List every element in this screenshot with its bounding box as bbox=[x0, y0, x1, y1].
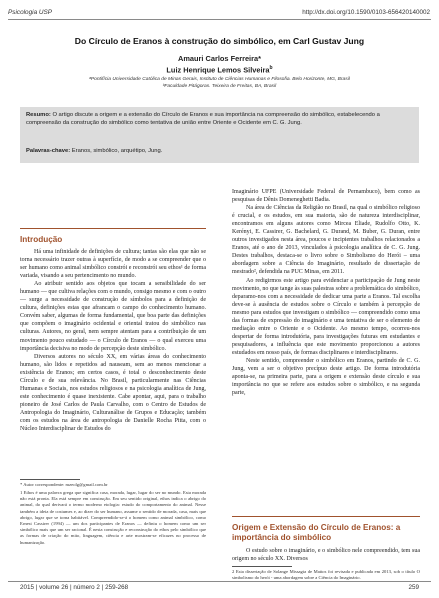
intro-heading-rule bbox=[20, 228, 206, 229]
header-divider bbox=[8, 19, 431, 20]
origem-heading-rule bbox=[232, 516, 420, 517]
left-paragraph-3: Diversos autores no século XX, em várias áreas do conhecimento humano, são lidos e repetidos ad nauseam, sem ao menos mencionar a existência de Eranos; em certos casos, é total o desconhecimento deste Círculo e de sua relevância. No Brasil, particularmente nas Ciências Humanas e Sociais, nos estudos religiosos e na psicologia analítica de Jung, este conhecimento é quase inexistente. Cabe apontar, aqui, para o trabalho pioneiro de José Carlos de Paula Carvalho, com o Centro de Estudos de Antropologia do Imaginário, Culturanálise de Grupos e Educação; também com os estudos na área de antropologia de Danielle Rocha Pitta, com o Núcleo Interdisciplinar de Estudos do bbox=[20, 353, 206, 433]
right-column-lower bbox=[232, 547, 420, 563]
article-title: Do Círculo de Eranos à construção do simbólico, em Carl Gustav Jung bbox=[74, 36, 365, 46]
right-paragraph-5: O estudo sobre o imaginário, e o simbólico nele compreendido, tem sua origem no século XX. Diversos bbox=[232, 548, 420, 563]
keywords-text: Eranos, simbólico, arquétipo, Jung. bbox=[71, 148, 163, 154]
author-2 bbox=[0, 64, 439, 75]
author-2-sup: b bbox=[269, 64, 273, 71]
right-paragraph-4: Neste sentido, compreender o simbólico em Eranos, partindo de C. G. Jung, vem a ser o objetivo precípuo deste artigo. De forma introdutória aponta-se, na primeira parte, para a origem e extensão deste círculo e sua importância no que se refere aos estudos sobre o simbólico, e na segunda parte, bbox=[232, 357, 420, 397]
footnote-1: 1 Ethos é uma palavra grega que significa casa, morada, lugar, lugar do ser no mundo. Esta morada não está pronta. Ela está sempre em construção. Em seu sentido original, ethos indica o abrigo do animal, do qual derivará o termo moderno etologia: estudo do comportamento do animal. Nesse também a ideia de costumes e, ao dizer do ser humano, assume o sentido de morada, casa, mais que abrigo, lugar que se torna habitável. Compreendido-se-á o homem como animal simbólico, como Ernest Cassirer (1994) — um dos participantes de Eranos — definiu o homem como um ser simbólico mais que um ser racional. É nesta construção e reconstrução do ethos pelo simbólico que as formas de criação do mito, linguagem, ciência e arte mostram-se eficazes no processo de humanização. bbox=[20, 490, 206, 545]
running-header bbox=[0, 0, 439, 22]
keywords-line bbox=[26, 148, 162, 156]
footnote-author: * Autor correspondente: mzeolg@gmail.com.br bbox=[20, 482, 108, 487]
doi-link[interactable]: http://dx.doi.org/10.1590/0103-656420140002 bbox=[302, 9, 430, 16]
abstract-text-block bbox=[26, 112, 413, 128]
author-block bbox=[0, 54, 439, 75]
footnote-2: 2 Esta dissertação de Solange Missagia de Mattos foi revisada e publicada em 2013, sob o título O simbolismo do herói - uma abordagem sobre a Ciência do Imaginário. bbox=[232, 569, 420, 581]
affiliation-b: ᵇFaculdade Pitágoras. Teixeira de Freitas, BA, Brasil bbox=[162, 84, 277, 90]
page-number: 259 bbox=[408, 584, 419, 591]
right-paragraph-1: Imaginário UFPE (Universidade Federal de Pernambuco), bem como as pesquisas de Dênis Domeneghetti Badia. bbox=[232, 189, 420, 204]
left-paragraph-1: Há uma infinidade de definições de cultura; tantas são elas que não se torna necessário trazer outras à superfície, de modo a se compreender que o ser humano como animal simbólico constrói e reconstrói seu ethos¹ de forma variada, visando a seu pertencimento no mundo. bbox=[20, 249, 206, 280]
abstract-label: Resumo: bbox=[26, 112, 51, 118]
footer-divider bbox=[8, 581, 431, 582]
origem-heading: Origem e Extensão do Círculo de Eranos: a importância do simbólico bbox=[232, 523, 401, 542]
right-paragraph-3: Ao redigirmos este artigo para evidenciar a participação de Jung neste movimento, no que tange às suas palestras sobre a problemática do simbólico, deparamo-nos com a necessidade de dedicar uma parte a Eranos. Tal escolha deve-se à ausência de estudos sobre o Círculo e também à percepção de mesmo para estudos que investigam o simbólico — compreendido como uma das formas de expressão do imaginário e uma tentativa de ser o elemento de mediação entre o Oriente e o Ocidente. Ao mesmo tempo, ocorreu-nos despertar de forma introdutória, para investigações futuras em estudantes e pesquisadores, a influência que este movimento proporcionou a autores estudados em nosso país, de formas disciplinares e interdisciplinares. bbox=[232, 277, 420, 356]
affiliation-a: ᵃPontifícia Universidade Católica de Minas Gerais, Instituto de Ciências Humanas e Filosofia. Belo Horizonte, MG, Brasil bbox=[89, 77, 350, 82]
author-2-name: Luiz Henrique Lemos Silveira bbox=[166, 65, 270, 75]
right-column bbox=[232, 188, 420, 397]
intro-heading: Introdução bbox=[20, 235, 63, 244]
keywords-label: Palavras-chave: bbox=[26, 148, 71, 154]
left-column bbox=[20, 248, 206, 433]
journal-name: Psicologia USP bbox=[8, 9, 53, 16]
affiliations bbox=[0, 76, 439, 91]
abstract-text: O artigo discute a origem e a extensão do Círculo de Eranos e sua importância na compreensão do simbólico, estabelecendo a compreensão da construção do simbólico como tentativa de união entre Oriente e Ocidente em C. G. Jung. bbox=[26, 112, 380, 126]
footnote-divider-left bbox=[20, 479, 80, 480]
right-paragraph-2: Na área de Ciências da Religião no Brasil, na qual o simbólico religioso é crucial, e os estudos, em sua maioria, são de natureza interdisciplinar, encontramos em alguns autores como Mircea Eliade, Rudolfo Otto, K. Kerényi, E. Cassirer, G. Bachelard, G. Durand, M. Buber, G. Duran, entre outros investigados nesta área, poucos e incipientes trabalhos relacionados a Eranos, até o ano de 2013, vinculados à psicologia analítica de C. G. Jung. Destes trabalhos, destaca-se o livro sobre o Simbolismo do Herói – uma abordagem sobre a Ciência do Imaginário, resultado de dissertação de mestrado², defendida na PUC Minas, em 2011. bbox=[232, 205, 420, 276]
left-paragraph-2: Ao atribuir sentido aos objetos que tocam a sensibilidade do ser humano — que cultiva relações com o mundo, consigo mesmo e com o outro — surge a necessidade de construção de símbolos para a definição de cultura, definições estas que afrancam o campo do conhecimento humano. Convém saber, algumas de forma fundamental, que boa parte das definições que compõem o imaginário ocidental e oriental tratou do simbólico nas culturas. Autores, no geral, nem sempre atentam para a contribuição de um movimento pouco estudado — o Círculo de Eranos — o qual exerceu uma importância decisiva no modo de percepção deste simbólico. bbox=[20, 281, 206, 352]
author-1: Amauri Carlos Ferreira* bbox=[178, 54, 261, 63]
footer-issue-info: 2015 | volume 26 | número 2 | 259-268 bbox=[20, 584, 129, 591]
footnote-divider-right bbox=[232, 566, 292, 567]
abstract-box bbox=[20, 107, 419, 163]
